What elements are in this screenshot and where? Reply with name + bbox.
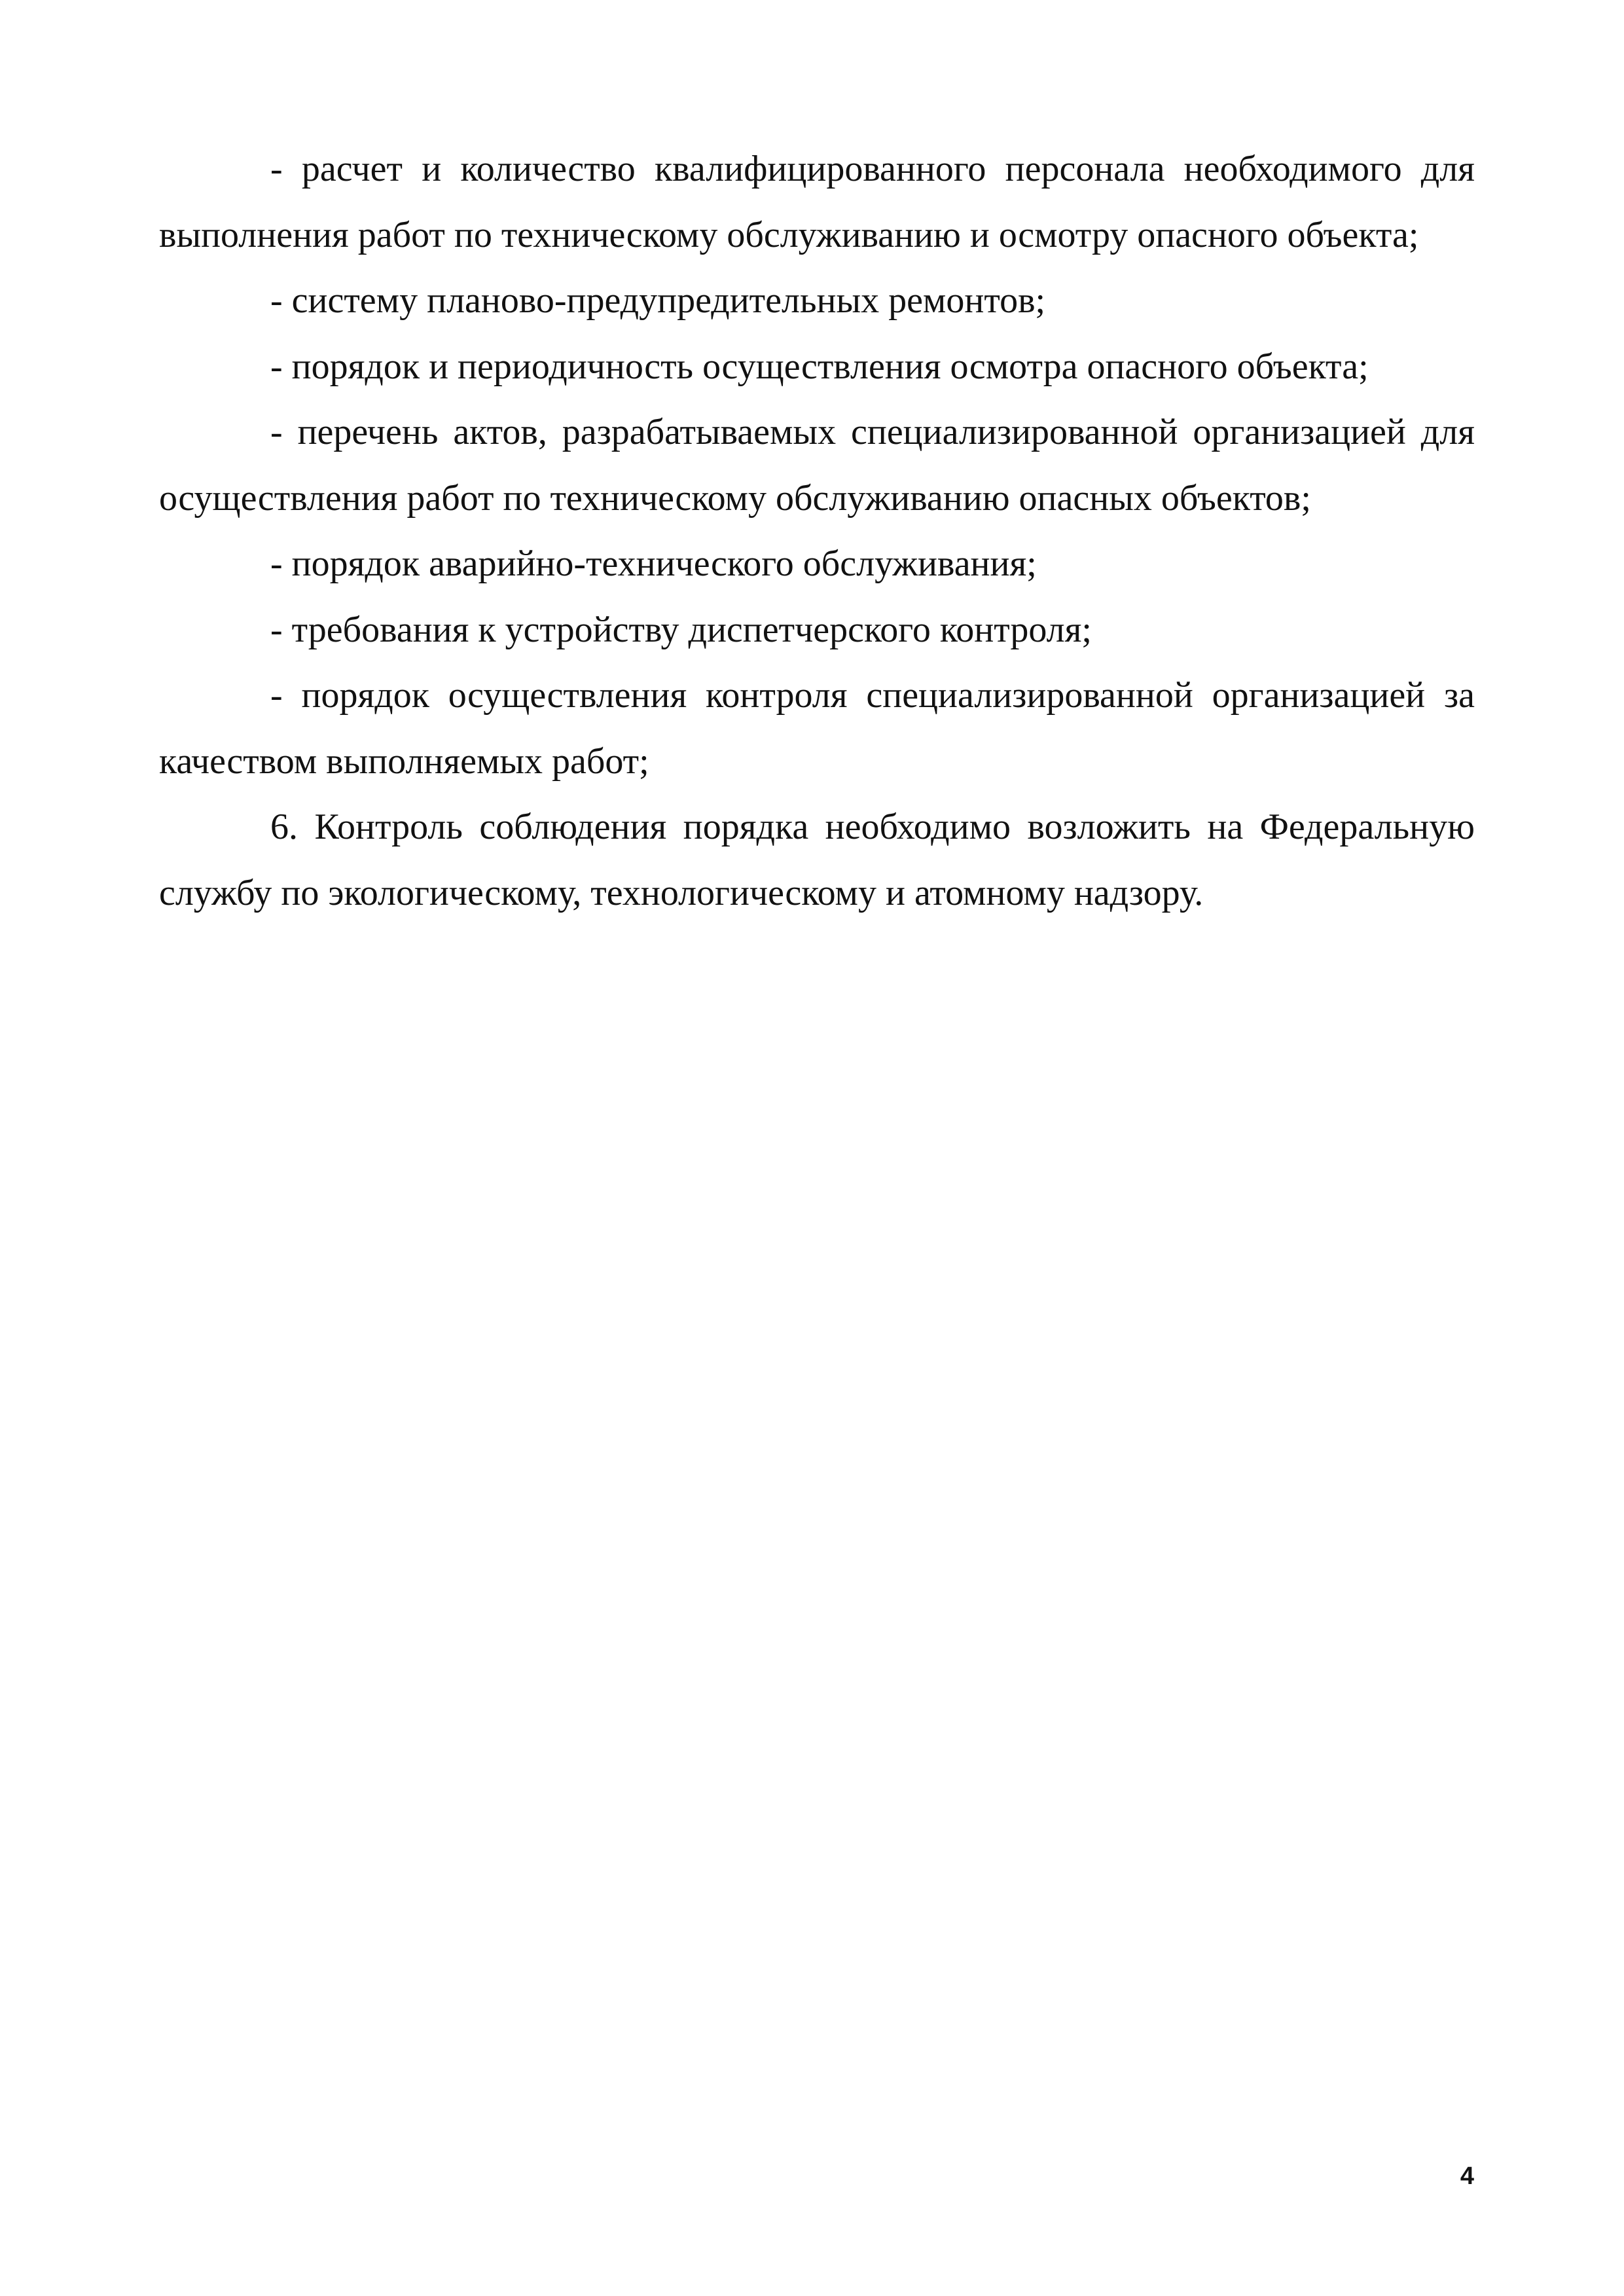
list-item-quality-control: - порядок осуществления контроля специализированной организацией за качеством выполняемых работ;	[159, 675, 1475, 782]
page-number: 4	[1460, 2162, 1474, 2190]
document-body	[159, 136, 1475, 926]
list-item-dispatch-control: - требования к устройству диспетчерского контроля;	[270, 609, 1092, 650]
numbered-paragraph-6: 6. Контроль соблюдения порядка необходимо возложить на Федеральную службу по экологическому, технологическому и атомному надзору.	[159, 807, 1475, 913]
list-item-inspection-order: - порядок и периодичность осуществления осмотра опасного объекта;	[270, 346, 1369, 387]
list-item-emergency-service: - порядок аварийно-технического обслуживания;	[270, 543, 1037, 584]
list-item-personnel: - расчет и количество квалифицированного персонала необходимого для выполнения работ по техническому обслуживанию и осмотру опасного объекта;	[159, 149, 1475, 255]
list-item-maintenance-system: - систему планово-предупредительных ремонтов;	[270, 280, 1046, 321]
list-item-acts-list: - перечень актов, разрабатываемых специализированной организацией для осуществления работ по техническому обслуживанию опасных объектов;	[159, 412, 1475, 519]
